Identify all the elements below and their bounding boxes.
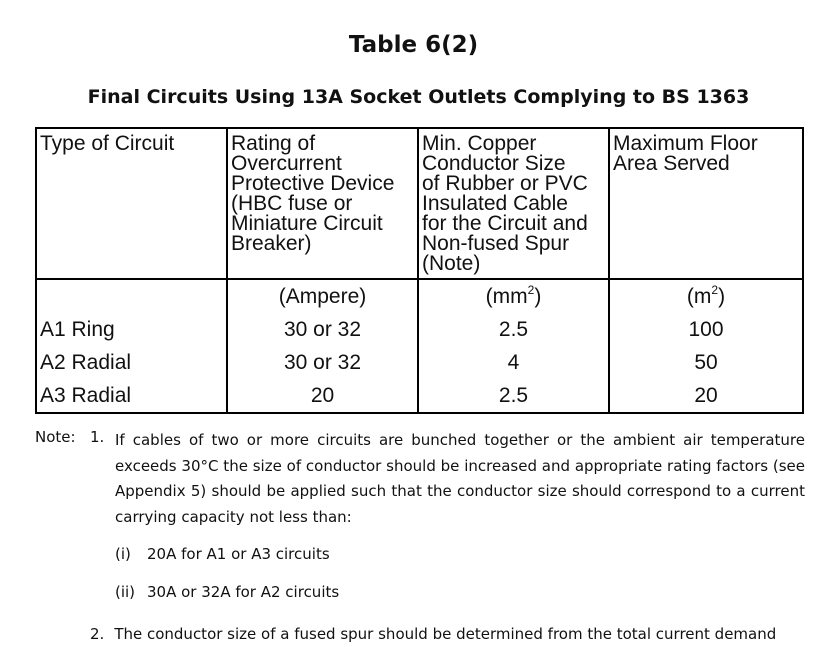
header-line: Non-fused Spur: [422, 232, 570, 255]
conductor-unit-close: ): [534, 285, 542, 308]
note-1: [35, 428, 805, 530]
header-line: Maximum Floor: [613, 132, 758, 155]
header-line: for the Circuit and: [422, 212, 588, 235]
header-conductor-size: [418, 128, 609, 279]
note-number: 1.: [90, 428, 105, 446]
table-title: Table 6(2): [348, 32, 479, 58]
circuit-type-cell: A1 Ring: [40, 318, 115, 341]
conductor-cell: 2.5: [498, 384, 529, 407]
rating-cell: 30 or 32: [283, 318, 362, 341]
area-cell: 20: [694, 384, 718, 407]
note-2: [90, 622, 776, 647]
table-header-row: [36, 128, 803, 279]
header-floor-area: [609, 128, 803, 279]
header-line: Miniature Circuit: [231, 212, 383, 235]
note-2-text: The conductor size of a fused spur should be determined from the total current demand: [114, 625, 777, 643]
note-1-sub-items: [115, 542, 805, 618]
unit-spacer: [37, 280, 226, 313]
rating-cell: 30 or 32: [283, 351, 362, 374]
header-line: Rating of: [231, 132, 316, 155]
area-cell: 100: [688, 318, 724, 341]
conductor-cell: 2.5: [498, 318, 529, 341]
area-cell: 50: [694, 351, 718, 374]
header-line: Conductor Size: [422, 152, 566, 175]
circuit-type-cell: A3 Radial: [40, 384, 132, 407]
area-unit-exponent: 2: [711, 283, 719, 297]
rating-column: [227, 279, 418, 413]
header-line: Min. Copper: [422, 132, 537, 155]
note-1-text: If cables of two or more circuits are bunched together or the ambient air temperature exceeds 30°C the size of conductor should be increased and appropriate rating factors (see Appendix 5) should be applied such that the conductor size should correspond to a current carrying capacity not less than:: [115, 431, 805, 526]
header-line: (Note): [422, 252, 481, 275]
conductor-unit: [419, 280, 608, 313]
header-line: of Rubber or PVC: [422, 172, 588, 195]
conductor-cell: 4: [507, 351, 520, 374]
sub-item: [115, 542, 805, 580]
header-type-of-circuit: [36, 128, 227, 279]
circuit-table: [35, 127, 804, 414]
header-line: (HBC fuse or: [231, 192, 353, 215]
header-line: Overcurrent: [231, 152, 342, 175]
notes-section: [35, 428, 805, 643]
rating-cell: 20: [310, 384, 335, 407]
conductor-unit-base: (mm: [485, 285, 528, 308]
sub-item-label: (i): [115, 545, 131, 563]
table-subtitle: Final Circuits Using 13A Socket Outlets Complying to BS 1363: [87, 86, 750, 108]
header-line: Protective Device: [231, 172, 395, 195]
header-line: Insulated Cable: [422, 192, 568, 215]
area-unit-close: ): [718, 285, 726, 308]
area-unit: [610, 280, 802, 313]
rating-unit: (Ampere): [278, 285, 367, 308]
conductor-unit-exponent: 2: [527, 283, 535, 297]
sub-item-label: (ii): [115, 583, 136, 601]
table-body-row: [36, 279, 803, 413]
conductor-column: [418, 279, 609, 413]
sub-item-text: 30A or 32A for A2 circuits: [147, 583, 340, 601]
header-line: Breaker): [231, 232, 312, 255]
note-number: 2.: [90, 625, 105, 643]
circuit-type-cell: A2 Radial: [40, 351, 132, 374]
sub-item-text: 20A for A1 or A3 circuits: [147, 545, 330, 563]
area-unit-base: (m: [686, 285, 712, 308]
header-line: Type of Circuit: [40, 132, 175, 155]
note-label: Note:: [35, 428, 76, 446]
type-column: [36, 279, 227, 413]
header-rating: [227, 128, 418, 279]
area-column: [609, 279, 803, 413]
header-line: Area Served: [613, 152, 730, 175]
sub-item: [115, 580, 805, 618]
